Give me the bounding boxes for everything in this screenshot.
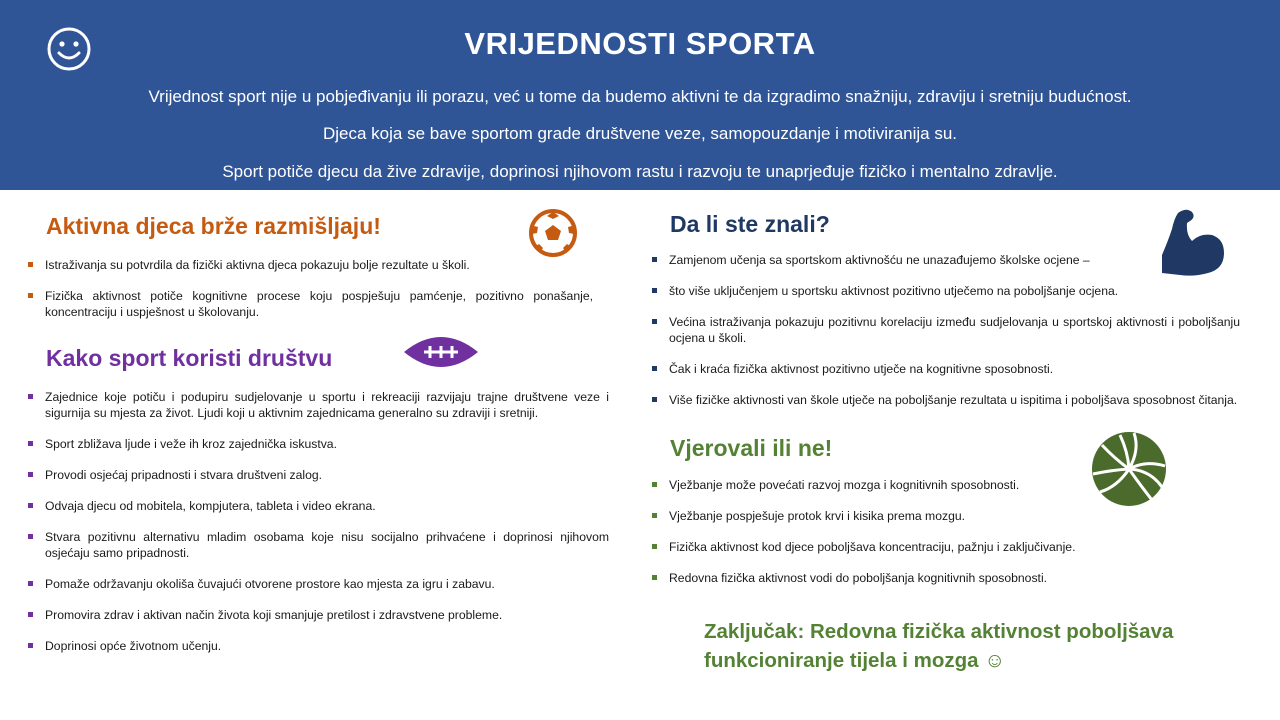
section-title-active-kids: Aktivna djeca brže razmišljaju! (46, 213, 381, 239)
list-item: Istraživanja su potvrdila da fizički aktivna djeca pokazuju bolje rezultate u školi. (28, 257, 593, 273)
section-title-believe-it: Vjerovali ili ne! (670, 435, 833, 461)
society-list (28, 389, 609, 669)
football-icon (400, 328, 482, 376)
list-item: Čak i kraća fizička aktivnost pozitivno utječe na kognitivne sposobnosti. (652, 361, 1240, 377)
list-item: Više fizičke aktivnosti van škole utječe na poboljšanje rezultata u ispitima i poboljšava sposobnost čitanja. (652, 392, 1240, 408)
list-item: Sport zbližava ljude i veže ih kroz zajednička iskustva. (28, 436, 609, 452)
section-title-did-you-know: Da li ste znali? (670, 211, 830, 237)
conclusion-text: Zaključak: Redovna fizička aktivnost poboljšava funkcioniranje tijela i mozga ☺ (704, 620, 1174, 672)
list-item: Zamjenom učenja sa sportskom aktivnošću ne unazađujemo školske ocjene – (652, 252, 1240, 268)
did-you-know-list (652, 252, 1240, 423)
list-item: Odvaja djecu od mobitela, kompjutera, tableta i video ekrana. (28, 498, 609, 514)
list-item: Redovna fizička aktivnost vodi do poboljšanja kognitivnih sposobnosti. (652, 570, 1212, 586)
list-item: Fizička aktivnost kod djece poboljšava koncentraciju, pažnju i zaključivanje. (652, 539, 1212, 555)
intro-line-1: Vrijednost sport nije u pobjeđivanju ili porazu, već u tome da budemo aktivni te da izgradimo snažniju, zdraviju i sretniju budućnost. (148, 87, 1132, 106)
list-item: Vježbanje može povećati razvoj mozga i kognitivnih sposobnosti. (652, 477, 1212, 493)
list-item: Pomaže održavanju okoliša čuvajući otvorene prostore kao mjesta za igru i zabavu. (28, 576, 609, 592)
list-item: Doprinosi opće životnom učenju. (28, 638, 609, 654)
list-item: Stvara pozitivnu alternativu mladim osobama koje nisu socijalno prihvaćene i doprinosi njihovom osjećaju samo pripadnosti. (28, 529, 609, 561)
list-item: Fizička aktivnost potiče kognitivne procese koju pospješuju pamćenje, pozitivno ponašanje, koncentraciju i uspješnost u školovanju. (28, 288, 593, 320)
list-item: Većina istraživanja pokazuju pozitivnu korelaciju između sudjelovanja u sportskoj aktivnosti i poboljšanju ocjena u školi. (652, 314, 1240, 346)
believe-it-list (652, 477, 1212, 601)
section-title-society: Kako sport koristi društvu (46, 345, 333, 371)
intro-line-2: Djeca koja se bave sportom grade društvene veze, samopouzdanje i motiviranija su. (322, 124, 958, 143)
list-item: što više uključenjem u sportsku aktivnost pozitivno utječemo na poboljšanje ocjena. (652, 283, 1240, 299)
list-item: Provodi osjećaj pripadnosti i stvara društveni zalog. (28, 467, 609, 483)
page-title: VRIJEDNOSTI SPORTA (464, 26, 816, 61)
active-kids-list (28, 257, 593, 335)
list-item: Promovira zdrav i aktivan način života koji smanjuje pretilost i zdravstvene probleme. (28, 607, 609, 623)
intro-line-3: Sport potiče djecu da žive zdravije, doprinosi njihovom rastu i razvoju te unaprjeđuje fizičko i mentalno zdravlje. (222, 162, 1058, 181)
soccer-ball-icon (528, 208, 578, 258)
list-item: Zajednice koje potiču i podupiru sudjelovanje u sportu i rekreaciji razvijaju trajne društvene veze i sigurnija su mjesta za život. Ljudi koji u aktivnim zajednicama generalno su zdraviji i sretniji. (28, 389, 609, 421)
list-item: Vježbanje pospješuje protok krvi i kisika prema mozgu. (652, 508, 1212, 524)
header-banner (0, 0, 1280, 190)
